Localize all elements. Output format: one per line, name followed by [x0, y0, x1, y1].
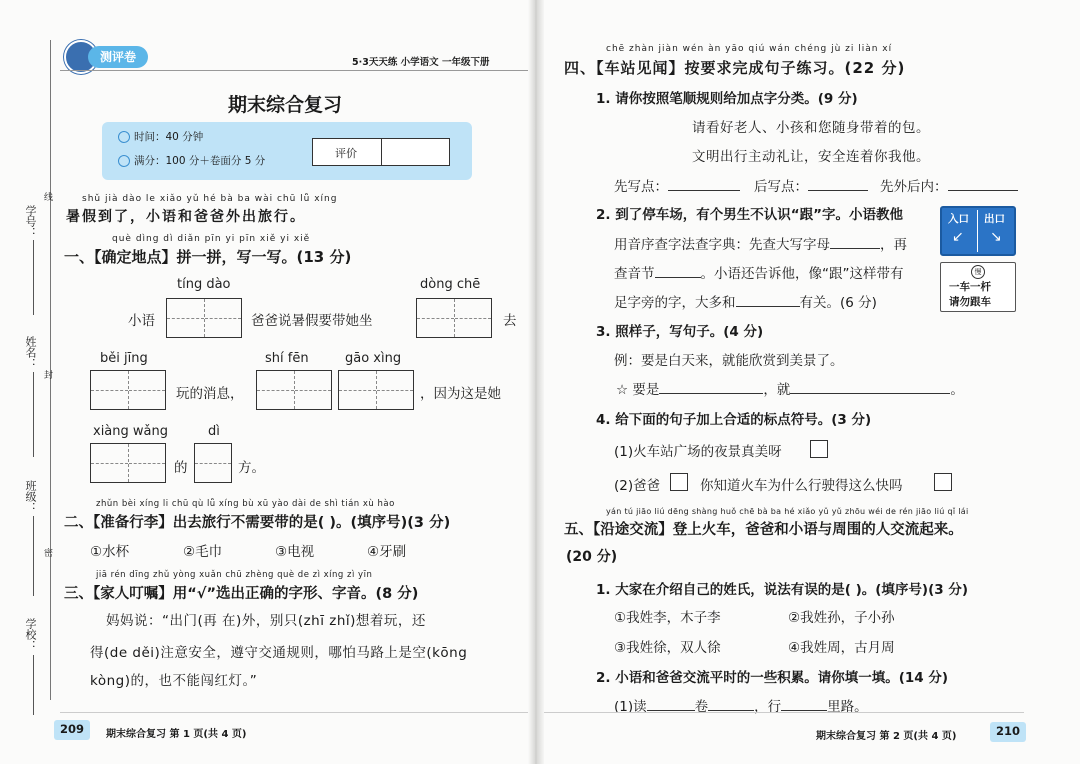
q4-punct-box-2[interactable]	[670, 473, 688, 491]
sign2-line1: 一车一杆	[949, 281, 991, 293]
line1-text-a: 小语	[128, 313, 155, 329]
clock-icon	[118, 131, 130, 143]
section1-heading: 一、【确定地点】拼一拼，写一写。(13 分)	[64, 248, 352, 266]
q6-prompt: 2. 小语和爸爸交流平时的一些积累。请你填一填。(14 分)	[596, 670, 949, 686]
s3-passage-line2: 得(de děi)注意安全，遵守交通规则，哪怕马路上是空(kōng	[90, 645, 468, 661]
q1-category-dot-first	[614, 175, 740, 195]
school-line	[33, 655, 34, 715]
line3-text-b: 方。	[238, 460, 265, 476]
section2-heading: 二、【准备行李】出去旅行不需要带的是( )。(填序号)(3 分)	[64, 515, 451, 531]
q1-category-outer-first	[880, 175, 1018, 195]
line2-text-b: ，因为这是她	[420, 386, 501, 402]
q6-blank-1[interactable]	[647, 710, 695, 711]
section3-pinyin: jiā rén dīng zhǔ yòng xuǎn chū zhèng què de zì xíng zì yīn	[96, 570, 373, 580]
q1-sentence-a: 请看好老人、小孩和您随身带着的包。	[692, 120, 930, 136]
page-number: 209	[60, 722, 85, 736]
full-score: 满分：100 分＋卷面分 5 分	[134, 155, 266, 167]
q5-option-2[interactable]: ②我姓孙，子小孙	[788, 610, 895, 626]
section5-heading: 五、【沿途交流】登上火车，爸爸和小语与周围的人交流起来。	[564, 522, 963, 538]
q2-blank-syllable[interactable]	[655, 277, 701, 278]
intro-pinyin: shǔ jià dào le xiǎo yǔ hé bà ba wài chū lǚ xíng	[82, 194, 338, 204]
page-title: 期末综合复习	[228, 94, 343, 116]
pinyin-xiangwang: xiàng wǎng	[93, 424, 168, 439]
s3-passage-line3: kòng)的，也不能闯红灯。”	[90, 673, 258, 689]
right-page	[544, 0, 1080, 764]
section5-score: (20 分)	[566, 549, 618, 565]
q3-answer-a: ☆ 要是	[616, 382, 660, 398]
q3-answer-c: 。	[950, 382, 964, 398]
q4-punct-box-3[interactable]	[934, 473, 952, 491]
q4-prompt: 4. 给下面的句子加上合适的标点符号。(3 分)	[596, 412, 872, 428]
q5-option-1[interactable]: ①我姓李，木子李	[614, 610, 721, 626]
q4-sentence-2b: 你知道火车为什么行驶得这么快吗	[700, 478, 903, 494]
q6-text-b: 卷	[694, 699, 709, 715]
q6-text-a: (1)读	[614, 699, 647, 715]
evaluation-label: 评价	[335, 147, 357, 160]
q3-blank-condition[interactable]	[659, 393, 763, 394]
school-label: 学校：	[24, 618, 37, 651]
line3-text-a: 的	[174, 460, 188, 476]
exit-label: 出口	[984, 213, 1005, 225]
book-gutter	[528, 0, 544, 764]
q2-line4-a: 足字旁的字，大多和	[614, 295, 736, 311]
q1-blank-outer-first[interactable]	[948, 190, 1018, 191]
student-id-label: 学号：	[24, 205, 37, 238]
footer-text: 期末综合复习 第 1 页(共 4 页)	[106, 729, 247, 740]
q1-prompt: 1. 请你按照笔顺规则给加点字分类。(9 分)	[596, 91, 858, 107]
section4-heading: 四、【车站见闻】按要求完成句子练习。(22 分)	[564, 59, 906, 77]
q6-text-d: 里路。	[827, 699, 868, 715]
q1-category-dot-last	[754, 175, 868, 195]
intro-sentence: 暑假到了，小语和爸爸外出旅行。	[66, 209, 306, 225]
q1-label-dot-last: 后写点：	[754, 179, 808, 195]
q6-blank-3[interactable]	[781, 710, 827, 711]
q2-blank-meaning[interactable]	[736, 306, 800, 307]
q3-answer-b: ，就	[763, 382, 791, 398]
sign2-line2: 请勿跟车	[949, 296, 991, 308]
pinyin-shifen: shí fēn	[265, 351, 309, 366]
student-id-line	[33, 240, 34, 315]
q4-sentence-2a: (2)爸爸	[614, 478, 661, 494]
evaluation-divider	[381, 139, 382, 165]
q4-punct-box-1[interactable]	[810, 440, 828, 458]
s2-option-1[interactable]: ①水杯	[90, 544, 130, 560]
q3-answer-line	[616, 378, 964, 398]
header-rule	[60, 70, 530, 71]
evaluation-box[interactable]	[312, 138, 450, 166]
q2-line2	[614, 233, 907, 253]
q2-line3-a: 查音节	[614, 266, 655, 282]
q4-sentence-1: (1)火车站广场的夜景真美呀	[614, 444, 782, 460]
badge	[88, 46, 148, 68]
writing-grid-tingdao[interactable]	[166, 298, 242, 338]
entrance-label: 入口	[948, 213, 969, 225]
footer-rule-right	[544, 712, 1024, 713]
left-page	[0, 0, 530, 764]
class-line	[33, 516, 34, 596]
one-car-one-pole-sign	[940, 262, 1016, 312]
pinyin-dongche: dòng chē	[420, 277, 481, 292]
pinyin-gaoxing: gāo xìng	[345, 351, 402, 366]
line2-text-a: 玩的消息，	[176, 386, 244, 402]
writing-grid-gaoxing[interactable]	[338, 370, 414, 410]
margin-mark-seal: 封	[44, 371, 54, 381]
q2-line3	[614, 262, 904, 282]
section4-pinyin: chē zhàn jiàn wén àn yāo qiú wán chéng jù zi liàn xí	[606, 44, 893, 54]
page-number-right: 210	[996, 724, 1021, 738]
s2-option-2[interactable]: ②毛巾	[183, 544, 223, 560]
q2-line1: 2. 到了停车场，有个男生不认识“跟”字。小语教他	[596, 207, 903, 223]
pinyin-di: dì	[208, 424, 220, 439]
writing-grid-shifen[interactable]	[256, 370, 332, 410]
q5-option-4[interactable]: ④我姓周，古月周	[788, 640, 895, 656]
s3-passage-line1: 妈妈说：“出门(再 在)外，别只(zhī zhǐ)想着玩，还	[106, 613, 426, 629]
slow-icon-label: 慢	[974, 268, 982, 276]
q6-blank-2[interactable]	[708, 710, 754, 711]
q2-blank-letter[interactable]	[830, 248, 880, 249]
s2-option-3[interactable]: ③电视	[275, 544, 315, 560]
q1-label-dot-first: 先写点：	[614, 179, 668, 195]
q1-label-outer-first: 先外后内：	[880, 179, 948, 195]
section2-pinyin: zhǔn bèi xíng li chū qù lǚ xíng bù xū yào dài de shì tián xù hào	[96, 499, 395, 509]
badge-label: 测评卷	[99, 50, 136, 64]
arrow-down-right-icon: ↘	[990, 229, 1002, 245]
footer-rule	[60, 712, 530, 713]
writing-grid-xiangwang[interactable]	[90, 443, 166, 483]
footer-text-right: 期末综合复习 第 2 页(共 4 页)	[816, 731, 957, 742]
line1-text-c: 去	[503, 313, 517, 329]
q3-prompt: 3. 照样子，写句子。(4 分)	[596, 324, 764, 340]
writing-grid-beijing[interactable]	[90, 370, 166, 410]
pinyin-tingdao: tíng dào	[177, 277, 231, 292]
q1-blank-dot-last[interactable]	[808, 190, 868, 191]
q3-example: 例：要是白天来，就能欣赏到美景了。	[614, 353, 844, 369]
q1-sentence-b: 文明出行主动礼让，安全连着你我他。	[692, 149, 930, 165]
series-info: 5·3天天练 小学语文 一年级下册	[352, 57, 490, 68]
class-label: 班级：	[24, 480, 37, 513]
score-icon	[118, 155, 130, 167]
section1-pinyin: què dìng dì diǎn pīn yi pīn xiě yi xiě	[112, 234, 311, 244]
name-label: 姓名：	[24, 336, 37, 369]
q1-blank-dot-first[interactable]	[668, 190, 740, 191]
writing-grid-dongche[interactable]	[416, 298, 492, 338]
q2-line2-a: 用音序查字法查字典：先查大写字母	[614, 237, 830, 253]
q6-text-c: ，行	[754, 699, 782, 715]
q5-option-3[interactable]: ③我姓徐，双人徐	[614, 640, 721, 656]
q5-prompt: 1. 大家在介绍自己的姓氏，说法有误的是( )。(填序号)(3 分)	[596, 582, 969, 598]
pinyin-beijing: běi jīng	[100, 351, 148, 366]
section5-pinyin: yán tú jiāo liú dēng shàng huǒ chē bà ba hé xiǎo yǔ yǔ zhōu wéi de rén jiāo liú qǐ lái	[606, 507, 969, 516]
sign-divider	[977, 210, 978, 252]
margin-mark-fold: 密	[44, 549, 54, 559]
section3-heading: 三、【家人叮嘱】用“√”选出正确的字形、字音。(8 分)	[64, 586, 419, 602]
q3-blank-result[interactable]	[790, 393, 950, 394]
time-limit: 时间：40 分钟	[134, 131, 204, 143]
slow-icon	[971, 265, 985, 279]
q2-line3-b: 。小语还告诉他，像“跟”这样带有	[700, 266, 904, 282]
name-line	[33, 372, 34, 457]
entrance-exit-sign	[940, 206, 1016, 256]
line1-text-b: 爸爸说暑假要带她坐	[251, 313, 373, 329]
s2-option-4[interactable]: ④牙刷	[367, 544, 407, 560]
margin-mark-line: 线	[44, 193, 54, 203]
arrow-down-left-icon: ↙	[952, 229, 964, 245]
writing-grid-di[interactable]	[194, 443, 232, 483]
q2-line2-b: ，再	[880, 237, 907, 253]
q2-line4-b: 有关。(6 分)	[799, 295, 877, 311]
q2-line4	[614, 291, 877, 311]
